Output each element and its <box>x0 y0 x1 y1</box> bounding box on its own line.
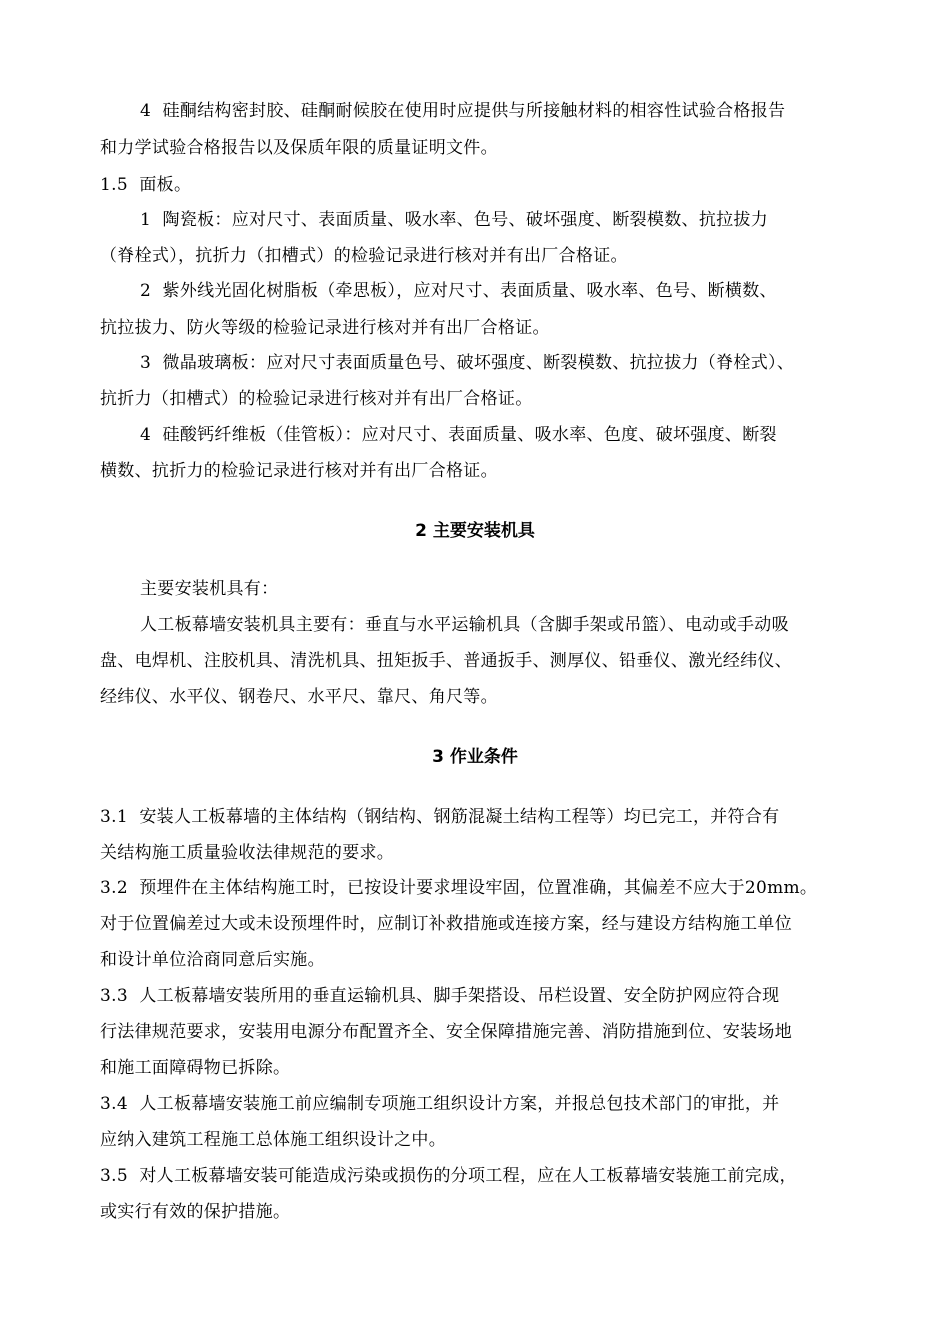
paragraph-line: 3.3 人工板幕墙安装所用的垂直运输机具、脚手架搭设、吊栏设置、安全防护网应符合现 <box>100 986 780 1006</box>
paragraph-line: 和力学试验合格报告以及保质年限的质量证明文件。 <box>100 138 498 158</box>
paragraph-line: 4 硅酮结构密封胶、硅酮耐候胶在使用时应提供与所接触材料的相容性试验合格报告 <box>140 101 786 121</box>
paragraph-line: 2 紫外线光固化树脂板（牵思板），应对尺寸、表面质量、吸水率、色号、断横数、 <box>140 281 777 301</box>
paragraph-line: 3.4 人工板幕墙安装施工前应编制专项施工组织设计方案，并报总包技术部门的审批，并 <box>100 1094 780 1114</box>
paragraph-line: 和设计单位洽商同意后实施。 <box>100 950 325 970</box>
paragraph-line: 盘、电焊机、注胶机具、清洗机具、扭矩扳手、普通扳手、测厚仪、铅垂仪、激光经纬仪、 <box>100 651 792 671</box>
paragraph-line: 1 陶瓷板：应对尺寸、表面质量、吸水率、色号、破坏强度、断裂模数、抗拉拔力 <box>140 210 769 230</box>
section-heading: 2 主要安装机具 <box>415 521 535 541</box>
paragraph-line: 抗折力（扣槽式）的检验记录进行核对并有出厂合格证。 <box>100 389 533 409</box>
paragraph-line: 人工板幕墙安装机具主要有：垂直与水平运输机具（含脚手架或吊篮）、电动或手动吸 <box>140 615 789 635</box>
paragraph-line: 3.5 对人工板幕墙安装可能造成污染或损伤的分项工程，应在人工板幕墙安装施工前完成， <box>100 1166 797 1186</box>
paragraph-line: 或实行有效的保护措施。 <box>100 1202 291 1222</box>
section-heading: 3 作业条件 <box>432 747 518 767</box>
paragraph-line: 经纬仪、水平仪、钢卷尺、水平尺、靠尺、角尺等。 <box>100 687 498 707</box>
paragraph-line: 抗拉拔力、防火等级的检验记录进行核对并有出厂合格证。 <box>100 318 550 338</box>
paragraph-line: 3.2 预埋件在主体结构施工时，已按设计要求埋设牢固，位置准确，其偏差不应大于20mm。 <box>100 878 818 898</box>
paragraph-line: 行法律规范要求，安装用电源分布配置齐全、安全保障措施完善、消防措施到位、安装场地 <box>100 1022 792 1042</box>
paragraph-line: 应纳入建筑工程施工总体施工组织设计之中。 <box>100 1130 446 1150</box>
paragraph-line: 3 微晶玻璃板：应对尺寸表面质量色号、破坏强度、断裂模数、抗拉拔力（脊栓式）、 <box>140 353 795 373</box>
paragraph-line: 4 硅酸钙纤维板（佳管板）：应对尺寸、表面质量、吸水率、色度、破坏强度、断裂 <box>140 425 777 445</box>
paragraph-line: 对于位置偏差过大或未设预埋件时，应制订补救措施或连接方案，经与建设方结构施工单位 <box>100 914 792 934</box>
paragraph-line: 3.1 安装人工板幕墙的主体结构（钢结构、钢筋混凝土结构工程等）均已完工，并符合有 <box>100 807 780 827</box>
section-number-line: 1.5 面板。 <box>100 175 192 195</box>
paragraph-line: 和施工面障碍物已拆除。 <box>100 1058 291 1078</box>
paragraph-line: （脊栓式），抗折力（扣槽式）的检验记录进行核对并有出厂合格证。 <box>100 246 628 266</box>
paragraph-line: 横数、抗折力的检验记录进行核对并有出厂合格证。 <box>100 461 498 481</box>
paragraph-line: 关结构施工质量验收法律规范的要求。 <box>100 843 395 863</box>
paragraph-line: 主要安装机具有： <box>140 579 279 599</box>
